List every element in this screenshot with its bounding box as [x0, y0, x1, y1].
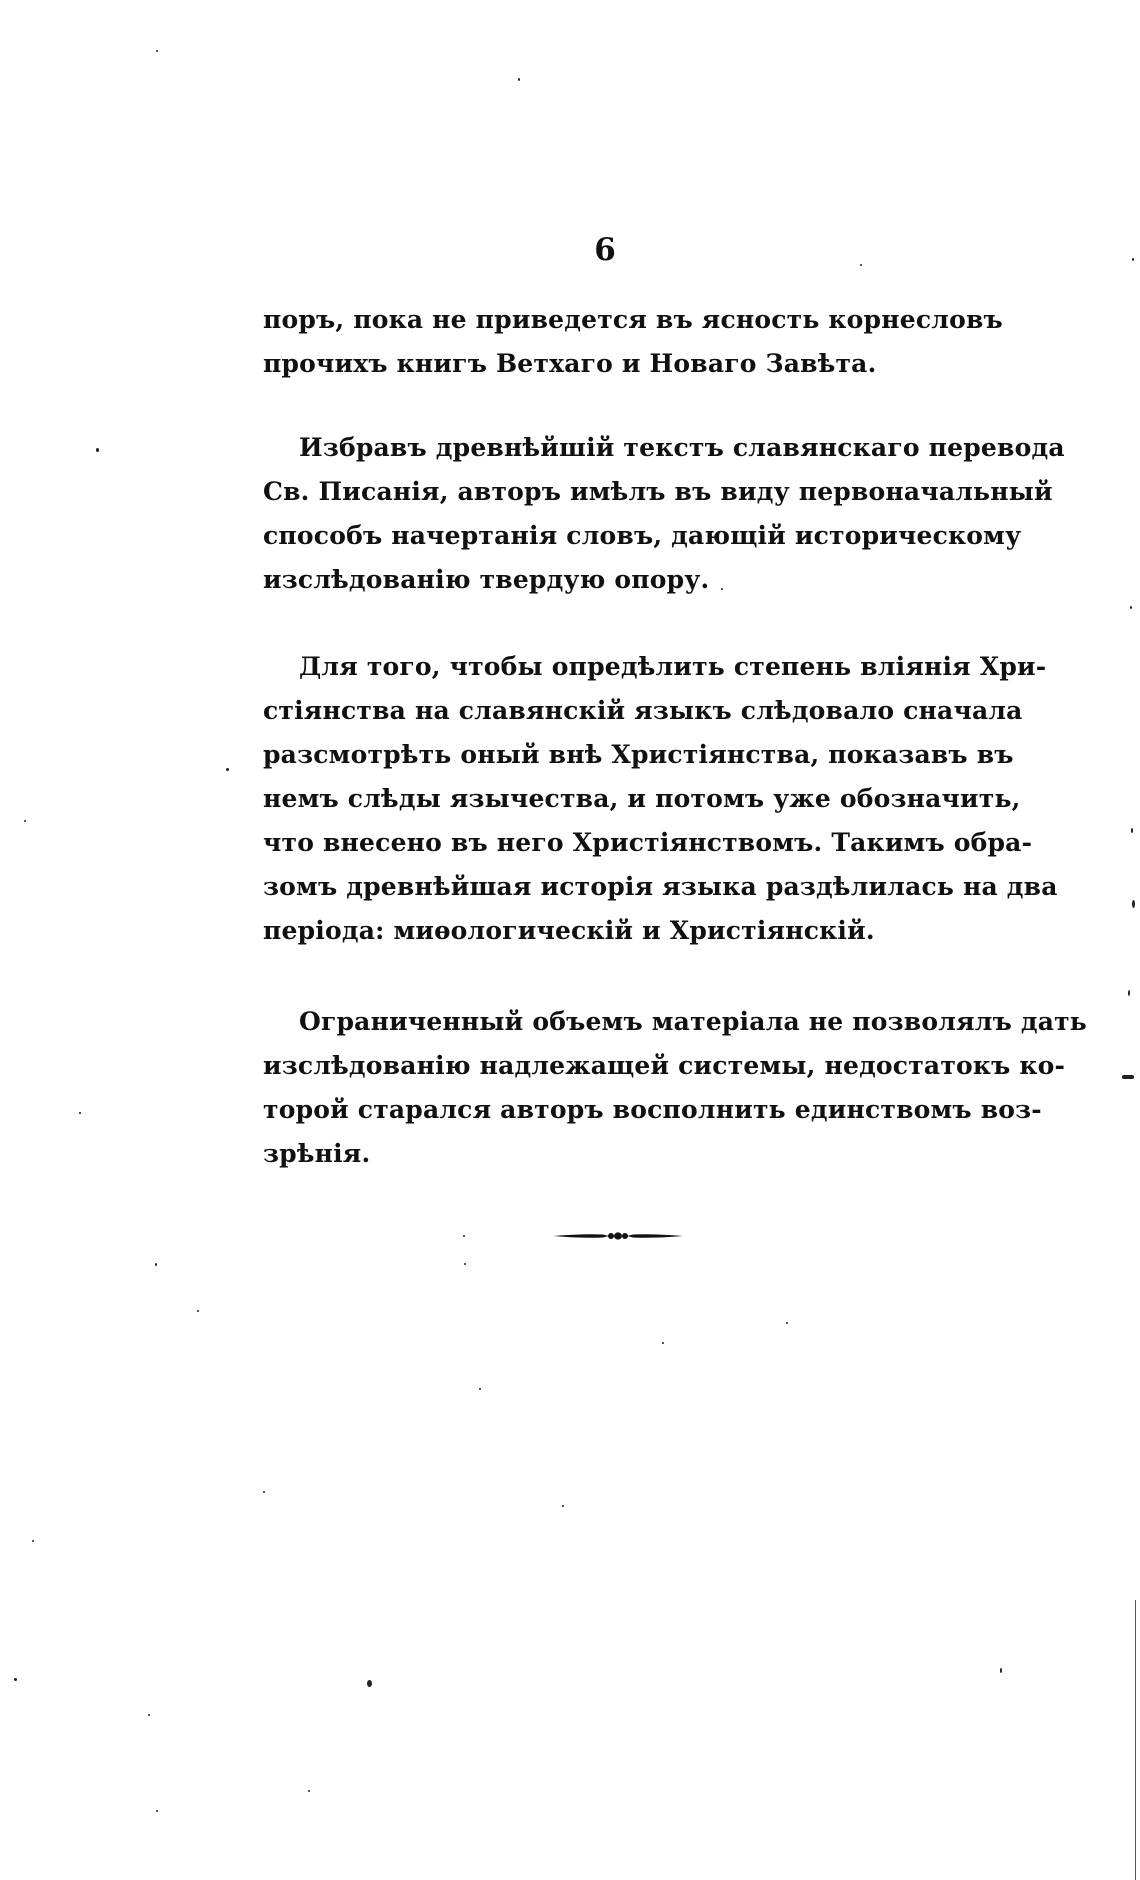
- page-edge: [1135, 1600, 1136, 1880]
- text-line: стіянства на славянскій языкъ слѣдовало сначала: [263, 696, 1023, 725]
- text-line: поръ, пока не приведется въ ясность корнесловъ: [263, 305, 1003, 334]
- text-line: Ограниченный объемъ матеріала не позволялъ дать: [299, 1007, 1087, 1036]
- text-line: разсмотрѣть оный внѣ Христіянства, показавъ въ: [263, 740, 1014, 769]
- paragraph-3: [263, 645, 1058, 953]
- text-line: торой старался авторъ восполнить единствомъ воз-: [263, 1095, 1042, 1124]
- paragraph-1: [263, 298, 1003, 386]
- text-line: что внесено въ него Христіянствомъ. Такимъ обра-: [263, 828, 1033, 857]
- text-line: прочихъ книгъ Ветхаго и Новаго Завѣта.: [263, 349, 877, 378]
- paragraph-4: [263, 1000, 1087, 1176]
- text-line: Для того, чтобы опредѣлить степень вліянія Хри-: [299, 652, 1047, 681]
- text-line: Св. Писанія, авторъ имѣлъ въ виду первоначальный: [263, 477, 1053, 506]
- tailpiece-ornament-icon: [553, 1229, 683, 1243]
- text-line: изслѣдованію твердую опору.: [263, 565, 710, 594]
- paragraph-2: [263, 426, 1065, 602]
- text-line: изслѣдованію надлежащей системы, недостатокъ ко-: [263, 1051, 1066, 1080]
- page-number: 6: [594, 232, 616, 268]
- text-line: способъ начертанія словъ, дающій историческому: [263, 521, 1022, 550]
- text-line: зрѣнія.: [263, 1139, 371, 1168]
- text-line: періода: миѳологическій и Христіянскій.: [263, 916, 875, 945]
- text-line: немъ слѣды язычества, и потомъ уже обозначить,: [263, 784, 1021, 813]
- text-line: зомъ древнѣйшая исторія языка раздѣлилась на два: [263, 872, 1058, 901]
- text-line: Избравъ древнѣйшій текстъ славянскаго перевода: [299, 433, 1065, 462]
